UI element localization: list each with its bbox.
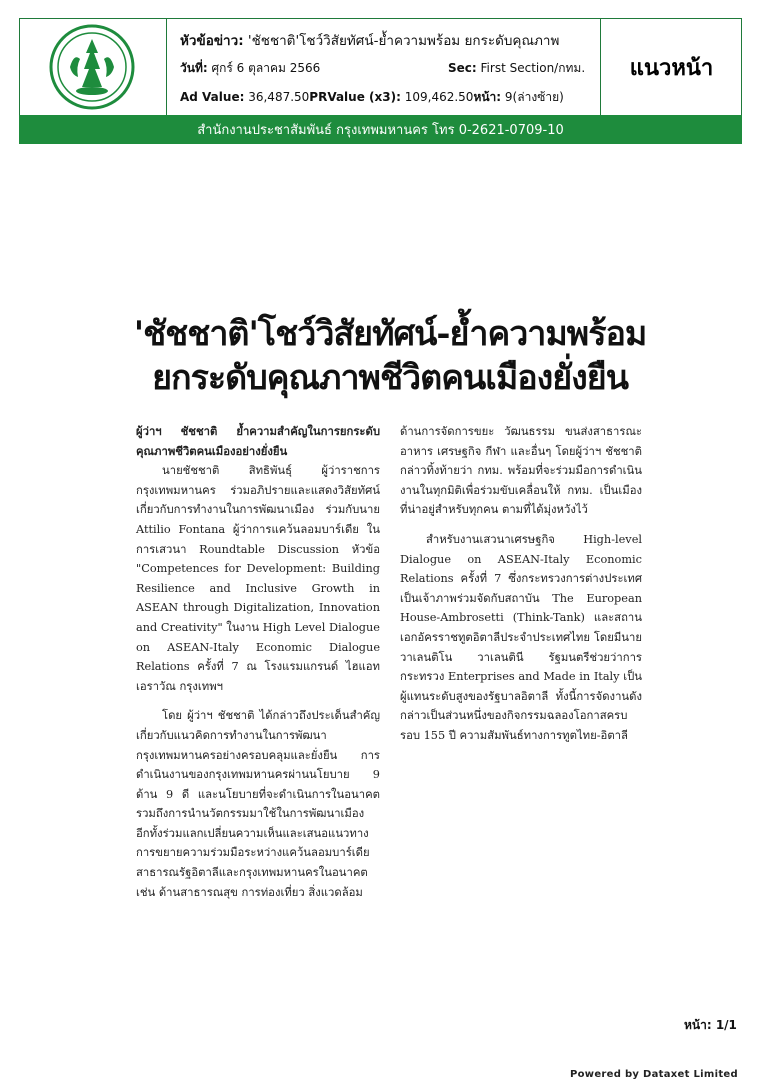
section-label: Sec: <box>448 61 477 75</box>
headline-line-1: 'ชัชชาติ'โชว์วิสัยทัศน์-ย้ำความพร้อม <box>133 314 647 354</box>
value-row <box>180 88 564 107</box>
article-paragraph-4: สำหรับงานเสวนาเศรษฐกิจ High-level Dialogue on ASEAN-Italy Economic Relations ครั้งที่ 7 ซึ่งกระทรวงการต่างประเทศเป็นเจ้าภาพร่วมจัดกับสถาบัน The European House-Ambrosetti (Think-Tank) และสถานเอกอัครราชทูตอิตาลีประจำประเทศไทย โดยมีนายวาเลนติโน วาเลนตินี รัฐมนตรีช่วยว่าการกระทรวง Enterprises and Made in Italy เป็นผู้แทนระดับสูงของรัฐบาลอิตาลี ทั้งนี้การจัดงานดังกล่าวเป็นส่วนหนึ่งของกิจกรรมฉลองโอกาสครบรอบ 155 ปี ความสัมพันธ์ทางการทูตไทย-อิตาลี <box>400 532 642 742</box>
article-lead: ผู้ว่าฯ ชัชชาติ ย้ำความสำคัญในการยกระดับคุณภาพชีวิตคนเมืองอย่างยั่งยืน <box>136 424 380 458</box>
contact-bar: สำนักงานประชาสัมพันธ์ กรุงเทพมหานคร โทร 0-2621-0709-10 <box>19 115 742 144</box>
section-field <box>448 59 585 78</box>
ad-value-label: Ad Value: <box>180 90 245 104</box>
article-column-right <box>400 422 642 746</box>
powered-by: Powered by Dataxet Limited <box>570 1069 738 1080</box>
page-label: หน้า: <box>473 90 502 104</box>
title-value: 'ชัชชาติ'โชว์วิสัยทัศน์-ย้ำความพร้อม ยกระดับคุณภาพ <box>247 33 560 49</box>
news-clipping-header <box>19 18 742 144</box>
pr-value-label: PRValue (x3): <box>309 90 401 104</box>
publication-name: แนวหน้า <box>600 19 742 115</box>
ad-value: 36,487.50 <box>248 90 310 104</box>
section-value: First Section/กทม. <box>480 61 586 75</box>
article-paragraph-3: ด้านการจัดการขยะ วัฒนธรรม ขนส่งสาธารณะ อาหาร เศรษฐกิจ กีฬา และอื่นๆ โดยผู้ว่าฯ ชัชชาติกล่าวทิ้งท้ายว่า กทม. พร้อมที่จะร่วมมือการดำเนินงานในทุกมิติเพื่อร่วมขับเคลื่อนให้ กทม. เป็นเมืองที่น่าอยู่สำหรับทุกคน ตามที่ได้มุ่งหวังไว้ <box>400 425 642 517</box>
date-value: ศุกร์ 6 ตุลาคม 2566 <box>211 61 321 75</box>
clipping-info <box>166 19 600 115</box>
logo-box <box>20 19 167 115</box>
bangkok-seal-icon <box>48 23 136 111</box>
page-value: 9(ล่างซ้าย) <box>504 90 564 104</box>
title-row <box>180 29 598 51</box>
article-paragraph-2: โดย ผู้ว่าฯ ชัชชาติ ได้กล่าวถึงประเด็นสำคัญเกี่ยวกับแนวคิดการทำงานในการพัฒนากรุงเทพมหานครอย่างครอบคลุมและยั่งยืน การดำเนินงานของกรุงเทพมหานครผ่านนโยบาย 9 ด้าน 9 ดี และนโยบายที่จะดำเนินการในอนาคต รวมถึงการนำนวัตกรรมมาใช้ในการพัฒนาเมือง อีกทั้งร่วมแลกเปลี่ยนความเห็นและเสนอแนวทางการขยายความร่วมมือระหว่างแคว้นลอมบาร์เดีย สาธารณรัฐอิตาลีและกรุงเทพมหานครในอนาคต เช่น ด้านสาธารณสุข การท่องเที่ยว สิ่งแวดล้อม <box>136 709 380 899</box>
article-headline <box>110 312 670 400</box>
date-row <box>180 59 586 78</box>
article-column-left <box>136 422 380 902</box>
headline-line-2: ยกระดับคุณภาพชีวิตคนเมืองยั่งยืน <box>152 358 628 398</box>
page-count: หน้า: 1/1 <box>684 1018 737 1032</box>
pr-value: 109,462.50 <box>404 90 474 104</box>
title-label: หัวข้อข่าว: <box>180 33 244 49</box>
header-frame <box>19 18 742 116</box>
date-label: วันที่: <box>180 61 208 75</box>
article-paragraph-1: นายชัชชาติ สิทธิพันธุ์ ผู้ว่าราชการกรุงเทพมหานคร ร่วมอภิปรายและแสดงวิสัยทัศน์เกี่ยวกับการทำงานในการพัฒนาเมือง ร่วมกับนาย Attilio Fontana ผู้ว่าการแคว้นลอมบาร์เดีย ในการเสวนา Roundtable Discussion หัวข้อ "Competences for Development: Building Resilience and Inclusive Growth in ASEAN through Digitalization, Innovation and Creativity" ในงาน High Level Dialogue on ASEAN-Italy Economic Dialogue Relations ครั้งที่ 7 ณ โรงแรมแกรนด์ ไฮแอท เอราวัณ กรุงเทพฯ <box>136 464 380 693</box>
